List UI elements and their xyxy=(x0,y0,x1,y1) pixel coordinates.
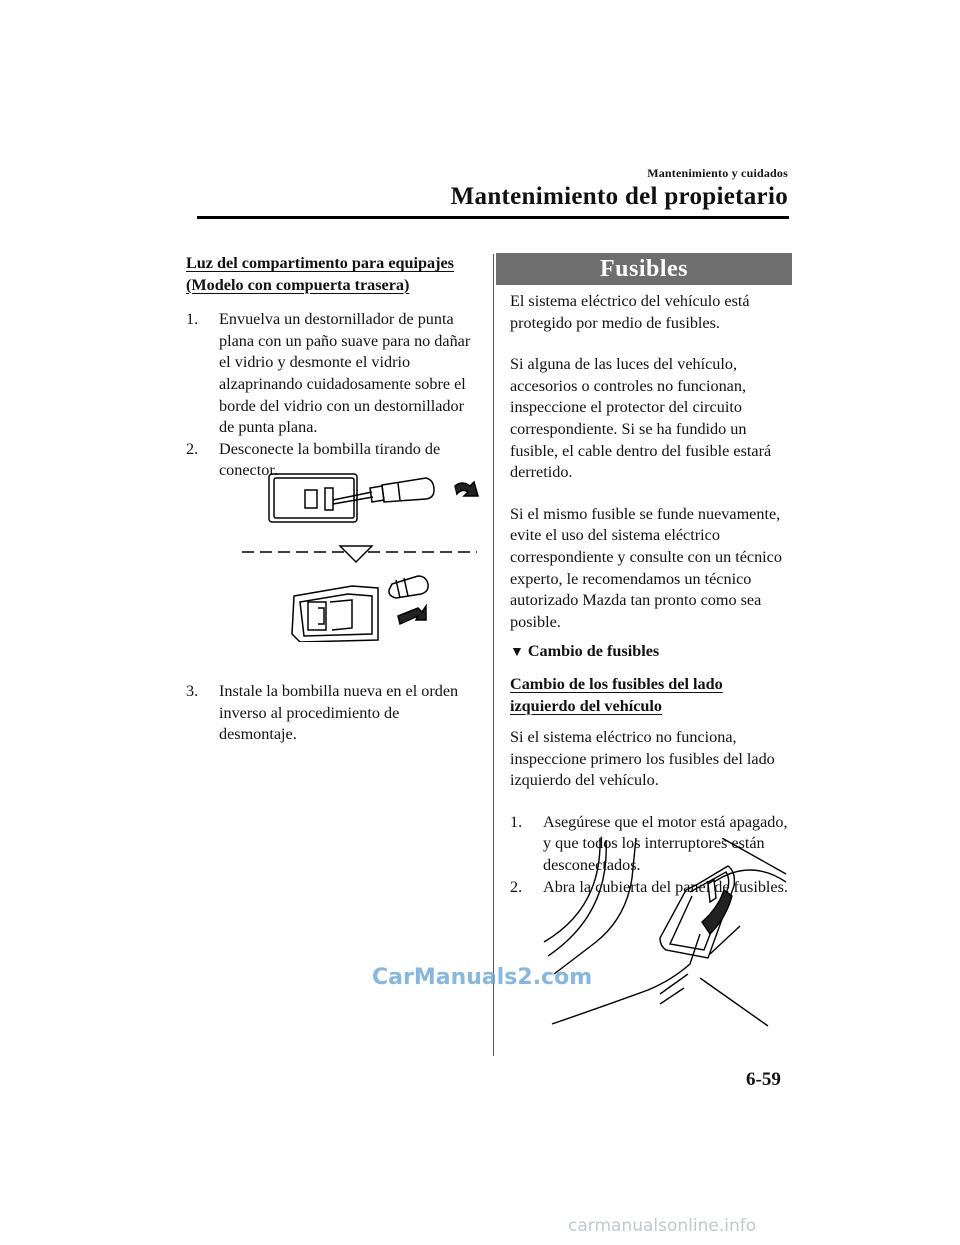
step-number: 1. xyxy=(510,812,523,831)
fuses-paragraph-1: El sistema eléctrico del vehículo está protegido por medio de fusibles. xyxy=(510,292,750,332)
subheading-text: Cambio de fusibles xyxy=(527,642,660,661)
header-section: Mantenimiento y cuidados xyxy=(647,166,788,180)
left-side-fuses-heading-line1: Cambio de los fusibles del lado xyxy=(510,674,723,693)
step-text: Abra la cubierta del panel de fusibles. xyxy=(543,877,788,896)
page-number: 6-59 xyxy=(746,1069,781,1090)
fuses-section-title: Fusibles xyxy=(496,253,792,285)
left-side-fuses-heading-line2: izquierdo del vehículo xyxy=(510,696,662,715)
step-text: Desconecte la bombilla tirando de conector. xyxy=(219,439,441,480)
fuse-change-subheading xyxy=(510,641,792,664)
footer-site: carmanualsonline.info xyxy=(568,1216,757,1236)
step-text: Asegúrese que el motor está apagado, y que todos los interruptores están desconectados. xyxy=(543,812,788,875)
triangle-down-icon: ▼ xyxy=(510,645,524,661)
step-text: Envuelva un destornillador de punta plana con un paño suave para no dañar el vidrio y desmonte el vidrio alzaprinando cuidadosamente sobre el borde del vidrio con un destornillador de punta plana. xyxy=(219,310,471,437)
step-number: 2. xyxy=(186,439,199,458)
left-step-3 xyxy=(186,681,476,746)
step-number: 1. xyxy=(186,310,199,329)
fuse-panel-cover-figure xyxy=(540,838,790,1032)
luggage-light-heading-line2: (Modelo con compuerta trasera) xyxy=(186,275,410,294)
header-title: Mantenimiento del propietario xyxy=(450,183,788,210)
step-number: 2. xyxy=(510,877,523,896)
right-column xyxy=(510,291,792,898)
watermark: CarManuals2.com xyxy=(372,965,593,990)
luggage-light-heading-line1: Luz del compartimento para equipajes xyxy=(186,254,454,272)
left-side-fuses-intro: Si el sistema eléctrico no funciona, inspeccione primero los fusibles del lado izquierdo del vehículo. xyxy=(510,728,775,790)
fuses-paragraph-3: Si el mismo fusible se funde nuevamente, evite el uso del sistema eléctrico correspondiente y consulte con un técnico experto, le recomendamos un técnico autorizado Mazda tan pronto como sea posible. xyxy=(510,504,782,631)
lamp-removal-figure xyxy=(212,466,480,642)
column-divider xyxy=(493,254,494,1056)
fuses-paragraph-2: Si alguna de las luces del vehículo, accesorios o controles no funcionan, inspeccione el protector del circuito correspondiente. Si se ha fundido un fusible, el cable dentro del fusible estará derretido. xyxy=(510,355,772,482)
step-text: Instale la bombilla nueva en el orden inverso al procedimiento de desmontaje. xyxy=(219,681,459,744)
header-rule xyxy=(197,216,789,219)
left-step-1 xyxy=(186,309,476,439)
step-number: 3. xyxy=(186,681,199,700)
